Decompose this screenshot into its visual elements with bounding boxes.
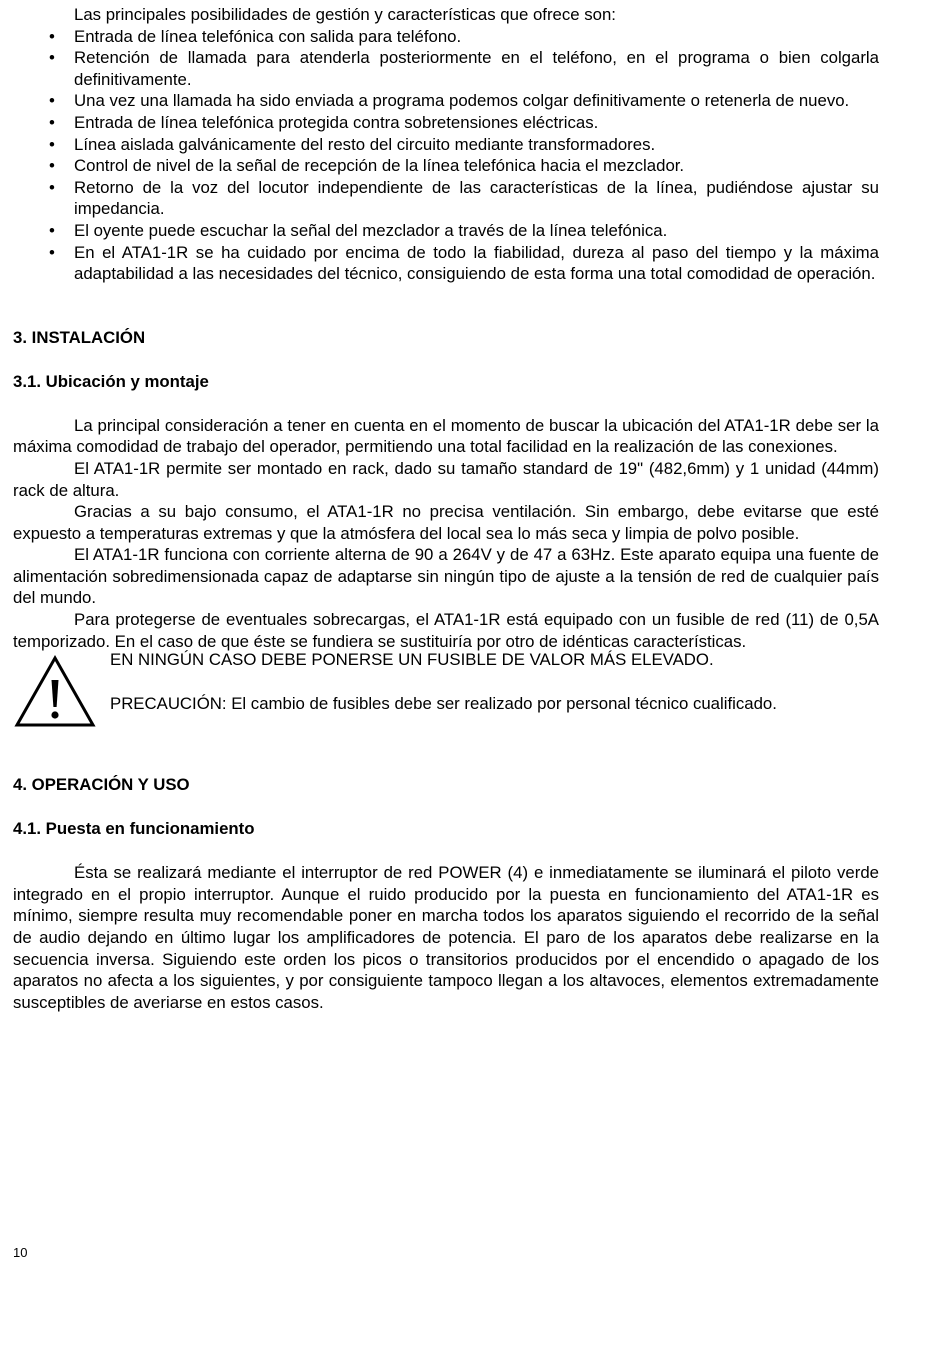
paragraph: Ésta se realizará mediante el interruptor de red POWER (4) e inmediatamente se iluminará el piloto verde integrado en el propio interruptor. Aunque el ruido producido por la puesta en funcionamiento del ATA1-1R es mínimo, siempre resulta muy recomendable poner en marcha todos los aparatos siguiendo el recorrido de la señal de audio dejando en último lugar los amplificadores de potencia. El paro de los aparatos debe realizarse en la secuencia inversa. Siguiendo este orden los picos o transitorios producidos por el encendido o apagado de los aparatos no afecta a los siguientes, y por consiguiente tampoco llegan a los altavoces, elementos extremadamente susceptibles de averiarse en estos casos. xyxy=(13,863,879,1012)
caution-text: PRECAUCIÓN: El cambio de fusibles debe ser realizado por personal técnico cualificado. xyxy=(110,694,777,714)
paragraph: El ATA1-1R permite ser montado en rack, dado su tamaño standard de 19" (482,6mm) y 1 unidad (44mm) rack de altura. xyxy=(13,458,879,500)
bullet-icon: • xyxy=(49,242,55,262)
section-3-heading: 3. INSTALACIÓN xyxy=(13,327,146,347)
warning-text: EN NINGÚN CASO DEBE PONERSE UN FUSIBLE DE VALOR MÁS ELEVADO. xyxy=(110,650,714,670)
list-item: • Entrada de línea telefónica con salida para teléfono. xyxy=(13,26,879,48)
bullet-icon: • xyxy=(49,156,55,176)
list-item: • El oyente puede escuchar la señal del mezclador a través de la línea telefónica. xyxy=(13,220,879,242)
section-4-1-heading: 4.1. Puesta en funcionamiento xyxy=(13,819,255,839)
list-item: • Una vez una llamada ha sido enviada a programa podemos colgar definitivamente o retenerla de nuevo. xyxy=(13,90,879,112)
intro-text: Las principales posibilidades de gestión y características que ofrece son: xyxy=(74,5,616,24)
bullet-icon: • xyxy=(49,220,55,240)
list-item: • Retención de llamada para atenderla posteriormente en el teléfono, en el programa o bien colgarla definitivamente. xyxy=(13,47,879,90)
paragraph: El ATA1-1R funciona con corriente alterna de 90 a 264V y de 47 a 63Hz. Este aparato equipa una fuente de alimentación sobredimensionada capaz de adaptarse sin ningún tipo de ajuste a la tensión de red de cualquier país del mundo. xyxy=(13,545,879,608)
warning-block xyxy=(13,652,879,747)
bullet-icon: • xyxy=(49,48,55,68)
bullet-icon: • xyxy=(49,112,55,132)
paragraph: Para protegerse de eventuales sobrecargas, el ATA1-1R está equipado con un fusible de red (11) de 0,5A temporizado. En el caso de que éste se fundiera se sustituiría por otro de idénticas características. xyxy=(13,610,879,651)
document-page xyxy=(13,4,879,1013)
bullet-icon: • xyxy=(49,26,55,46)
bullet-icon: • xyxy=(49,134,55,154)
warning-triangle-icon xyxy=(13,654,97,730)
paragraph: La principal consideración a tener en cuenta en el momento de buscar la ubicación del ATA1-1R debe ser la máxima comodidad de trabajo del operador, permitiendo una total facilidad en la realización de las conexiones. xyxy=(13,415,879,457)
list-item: • Entrada de línea telefónica protegida contra sobretensiones eléctricas. xyxy=(13,112,879,134)
section-3-1-heading: 3.1. Ubicación y montaje xyxy=(13,371,209,391)
features-list xyxy=(13,26,879,285)
paragraph: Gracias a su bajo consumo, el ATA1-1R no precisa ventilación. Sin embargo, debe evitarse que esté expuesto a temperaturas extremas y que la atmósfera del local sea lo más seca y limpia de polvo posible. xyxy=(13,502,879,543)
section-4-heading: 4. OPERACIÓN Y USO xyxy=(13,775,190,795)
page-number: 10 xyxy=(13,1245,28,1260)
list-item: • Retorno de la voz del locutor independiente de las características de la línea, pudiéndose ajustar su impedancia. xyxy=(13,177,879,220)
list-item: • Línea aislada galvánicamente del resto del circuito mediante transformadores. xyxy=(13,134,879,156)
list-item: • En el ATA1-1R se ha cuidado por encima de todo la fiabilidad, dureza al paso del tiempo y la máxima adaptabilidad a las necesidades del técnico, consiguiendo de esta forma una total comodidad de operación. xyxy=(13,242,879,285)
bullet-icon: • xyxy=(49,177,55,197)
list-item: • Control de nivel de la señal de recepción de la línea telefónica hacia el mezclador. xyxy=(13,155,879,177)
bullet-icon: • xyxy=(49,91,55,111)
